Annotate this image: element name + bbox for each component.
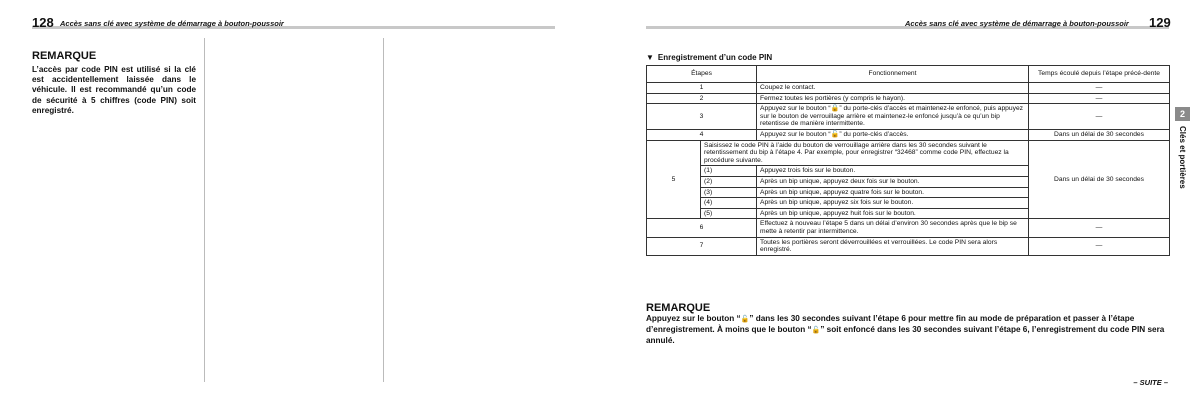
- step-time: —: [1029, 219, 1170, 237]
- column-divider-1: [204, 38, 205, 382]
- left-remark-title: REMARQUE: [32, 50, 97, 62]
- header-time: Temps écoulé depuis l’étape précé-dente: [1029, 66, 1170, 83]
- substep-text: Après un bip unique, appuyez six fois sur le bouton.: [757, 198, 1029, 209]
- step-number: 2: [647, 93, 757, 104]
- step-number: 7: [647, 237, 757, 255]
- step-number: 6: [647, 219, 757, 237]
- chapter-tab-number: 2: [1175, 107, 1190, 121]
- substep-text: Après un bip unique, appuyez deux fois sur le bouton.: [757, 176, 1029, 187]
- step-time: —: [1029, 104, 1170, 130]
- left-page-number: 128: [32, 15, 54, 30]
- step-operation: Toutes les portières seront déverrouillées et verrouillées. Le code PIN sera alors enregistré.: [757, 237, 1029, 255]
- header-steps: Étapes: [647, 66, 757, 83]
- substep-text: Appuyez trois fois sur le bouton.: [757, 166, 1029, 177]
- column-divider-2: [383, 38, 384, 382]
- table-row: [647, 104, 1170, 130]
- substep-number: (1): [701, 166, 757, 177]
- right-remark-title: REMARQUE: [646, 302, 711, 314]
- unlock-icon: 🔓: [830, 130, 840, 138]
- chapter-tab-label: Clés et portières: [1178, 126, 1187, 189]
- header-operation: Fonctionnement: [757, 66, 1029, 83]
- step-operation: Coupez le contact.: [757, 83, 1029, 94]
- pin-registration-table: [646, 65, 1170, 256]
- step-operation: Effectuez à nouveau l’étape 5 dans un délai d’environ 30 secondes après que le bip se mette à retentir par intermittence.: [757, 219, 1029, 237]
- table-row: [647, 93, 1170, 104]
- left-remark-text: L’accès par code PIN est utilisé si la clé est accidentellement laissée dans le véhicule. Il est recommandé qu’un code de sécurité à 5 chiffres (code PIN) soit enregistré.: [32, 65, 196, 115]
- table-row: [647, 219, 1170, 237]
- right-header-title: Accès sans clé avec système de démarrage à bouton-poussoir: [905, 19, 1129, 28]
- step-operation: Appuyez sur le bouton “🔒” du porte-clés d’accès et maintenez-le enfoncé, puis appuyez sur le bouton de verrouillage arrière et maintenez-le enfoncé jusqu’à ce qu’un bip retentisse de manière intermittente.: [757, 104, 1029, 130]
- table-row: [647, 129, 1170, 140]
- substep-number: (4): [701, 198, 757, 209]
- section-title: ▼ Enregistrement d’un code PIN: [646, 53, 773, 62]
- step-operation: Fermez toutes les portières (y compris le hayon).: [757, 93, 1029, 104]
- continued-marker: – SUITE –: [1133, 378, 1168, 387]
- table-header-row: [647, 66, 1170, 83]
- unlock-icon: 🔓: [811, 327, 821, 335]
- step-time: —: [1029, 93, 1170, 104]
- step-time: —: [1029, 83, 1170, 94]
- step-operation: Saisissez le code PIN à l’aide du bouton de verrouillage arrière dans les 30 secondes suivant le retentissement du bip à l’étape 4. Par exemple, pour enregistrer “32468” comme code PIN, effectuez la procédure suivante.: [701, 140, 1029, 166]
- right-remark-text: Appuyez sur le bouton “🔓” dans les 30 secondes suivant l’étape 6 pour mettre fin au mode de préparation et passer à l’étape d’enregistrement. À moins que le bouton “🔓” soit enfoncé dans les 30 secondes suivant l’étape 6, l’enregistrement du code PIN sera annulé.: [646, 314, 1165, 346]
- substep-number: (5): [701, 208, 757, 219]
- substep-text: Après un bip unique, appuyez huit fois sur le bouton.: [757, 208, 1029, 219]
- unlock-icon: 🔓: [740, 316, 750, 323]
- step-number: 5: [647, 140, 701, 219]
- substep-number: (3): [701, 187, 757, 198]
- step-number: 4: [647, 129, 757, 140]
- step-time: Dans un délai de 30 secondes: [1029, 129, 1170, 140]
- right-page-number: 129: [1149, 15, 1171, 30]
- step-number: 3: [647, 104, 757, 130]
- table-row: [647, 237, 1170, 255]
- table-row: [647, 140, 1170, 166]
- step-time: —: [1029, 237, 1170, 255]
- step-operation: Appuyez sur le bouton “🔓” du porte-clés d’accès.: [757, 129, 1029, 140]
- left-header-title: Accès sans clé avec système de démarrage à bouton-poussoir: [60, 19, 284, 28]
- lock-icon: 🔒: [830, 105, 840, 113]
- triangle-bullet-icon: ▼: [646, 53, 654, 62]
- step-time: Dans un délai de 30 secondes: [1029, 140, 1170, 219]
- table-row: [647, 83, 1170, 94]
- substep-text: Après un bip unique, appuyez quatre fois sur le bouton.: [757, 187, 1029, 198]
- substep-number: (2): [701, 176, 757, 187]
- step-number: 1: [647, 83, 757, 94]
